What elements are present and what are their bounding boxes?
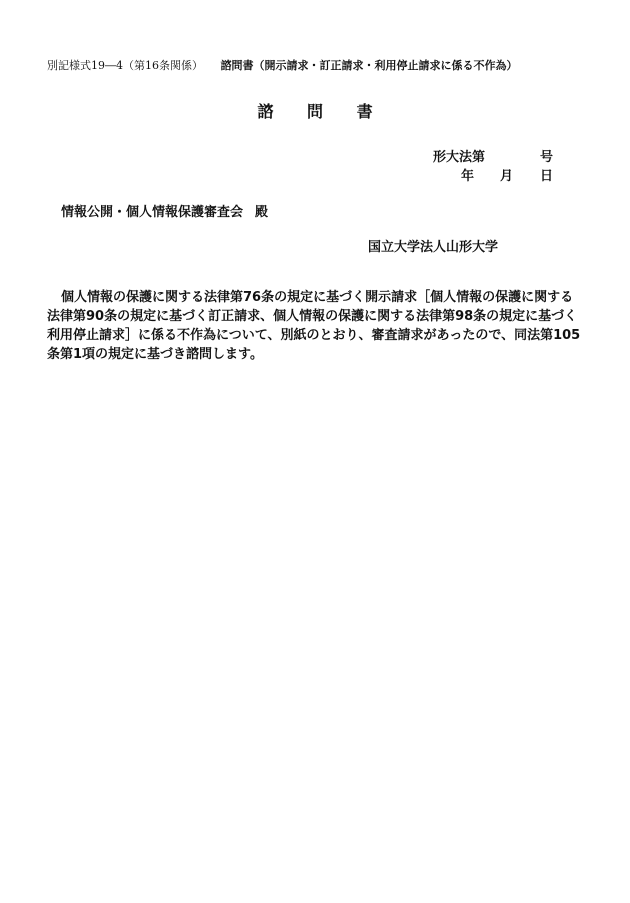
addressee-honorific: 殿: [255, 205, 269, 220]
body-line: 個人情報の保護に関する法律第76条の規定に基づく開示請求［個人情報の保護に関する: [61, 290, 574, 305]
form-header: [47, 57, 518, 73]
sender-name: 国立大学法人山形大学: [368, 240, 499, 255]
addressee: [61, 201, 268, 220]
reference-number-suffix: 号: [540, 150, 554, 165]
date-year: 年: [461, 169, 475, 184]
document-title: [0, 99, 630, 122]
date-day: 日: [540, 169, 554, 184]
document-title-char: 書: [356, 102, 373, 121]
date-month: 月: [500, 169, 514, 184]
body-paragraph: [47, 288, 592, 364]
body-line: 条第1項の規定に基づき諮問します。: [47, 347, 264, 362]
document-title-char: 諮: [257, 102, 274, 121]
document-title-char: 問: [306, 102, 323, 121]
addressee-name: 情報公開・個人情報保護審査会: [61, 205, 244, 220]
form-label: 別記様式19―4（第16条関係）: [47, 59, 203, 72]
form-title: 諮問書（開示請求・訂正請求・利用停止請求に係る不作為）: [220, 59, 518, 72]
body-line: 利用停止請求］に係る不作為について、別紙のとおり、審査請求があったので、同法第105: [47, 328, 581, 343]
reference-number-prefix: 形大法第: [433, 150, 486, 165]
body-line: 法律第90条の規定に基づく訂正請求、個人情報の保護に関する法律第98条の規定に基づく: [47, 309, 578, 324]
